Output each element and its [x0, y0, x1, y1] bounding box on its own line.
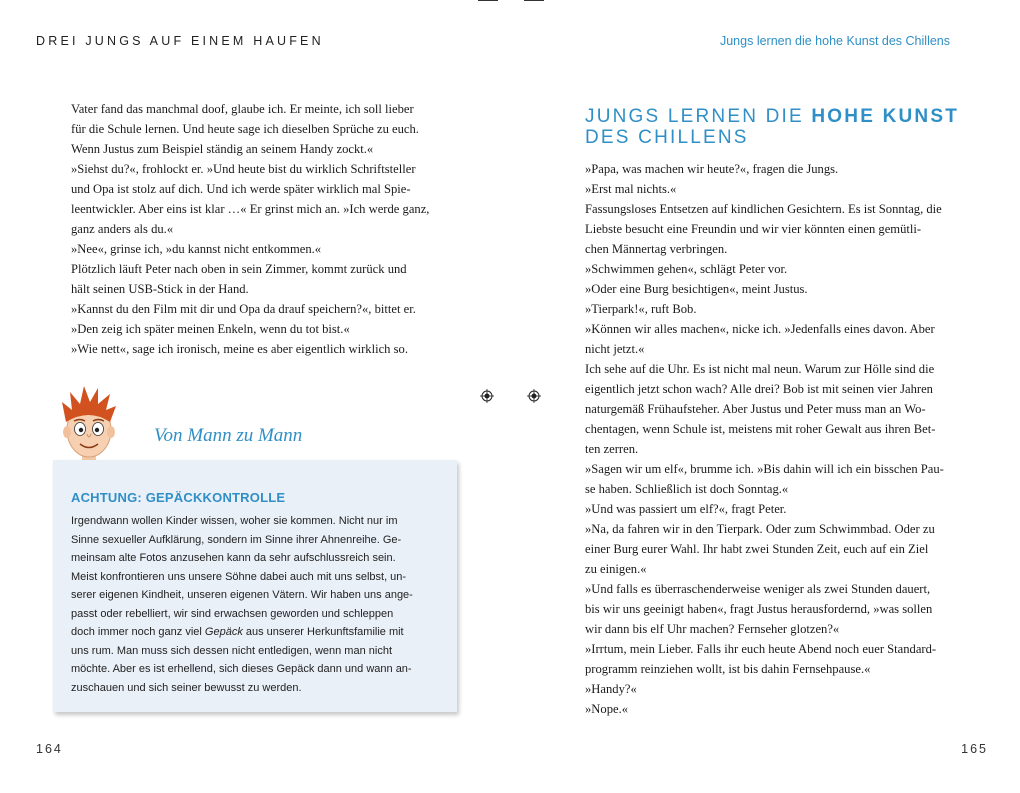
- text-line: »Tierpark!«, ruft Bob.: [585, 302, 697, 316]
- box-line-part: doch immer noch ganz viel: [71, 626, 205, 638]
- text-line: »Und falls es überraschenderweise weniger als zwei Stunden dauert,: [585, 582, 931, 596]
- text-line: se haben. Schließlich ist doch Sonntag.«: [585, 482, 789, 496]
- running-header-left: DREI JUNGS AUF EINEM HAUFEN: [36, 34, 324, 48]
- chapter-title-bold: HOHE KUNST: [811, 106, 960, 127]
- text-line: hält seinen USB-Stick in der Hand.: [71, 282, 249, 296]
- box-heading: Von Mann zu Mann: [154, 425, 303, 446]
- text-line: eigentlich jetzt schon wach? Alle drei? Bob ist mit seinen vier Jahren: [585, 382, 933, 396]
- text-line: ganz anders als du.«: [71, 222, 174, 236]
- text-line: zu einigen.«: [585, 562, 647, 576]
- text-line: »Na, da fahren wir in den Tierpark. Oder zum Schwimmbad. Oder zu: [585, 522, 935, 536]
- box-line: [71, 623, 413, 642]
- text-line: Wenn Justus zum Beispiel ständig an seinem Handy zockt.«: [71, 142, 374, 156]
- text-line: bis wir uns geeinigt haben«, fragt Justus herausfordernd, »was sollen: [585, 602, 933, 616]
- text-line: Ich sehe auf die Uhr. Es ist nicht mal neun. Warum zur Hölle sind die: [585, 362, 935, 376]
- chapter-title-line-2: DES CHILLENS: [585, 127, 749, 148]
- text-line: »Können wir alles machen«, nicke ich. »Jedenfalls eines davon. Aber: [585, 322, 935, 336]
- text-line: nicht jetzt.«: [585, 342, 645, 356]
- info-box-text: [71, 512, 413, 697]
- right-page: [510, 0, 1020, 793]
- text-line: Fassungsloses Entsetzen auf kindlichen Gesichtern. Es ist Sonntag, die: [585, 202, 942, 216]
- chapter-title-light: JUNGS LERNEN DIE: [585, 106, 804, 127]
- page-number-left: 164: [36, 742, 63, 756]
- info-box: [53, 460, 457, 712]
- text-line: »Kannst du den Film mit dir und Opa da drauf speichern?«, bittet er.: [71, 302, 416, 316]
- text-line: »Sagen wir um elf«, brumme ich. »Bis dahin will ich ein bisschen Pau-: [585, 462, 944, 476]
- text-line: »Erst mal nichts.«: [585, 182, 677, 196]
- text-line: Plötzlich läuft Peter nach oben in sein Zimmer, kommt zurück und: [71, 262, 407, 276]
- box-line: passt oder rebelliert, wir sind erwachsen geworden und schleppen: [71, 607, 394, 620]
- text-line: Vater fand das manchmal doof, glaube ich. Er meinte, ich soll lieber: [71, 102, 414, 116]
- box-line: Irgendwann wollen Kinder wissen, woher sie kommen. Nicht nur im: [71, 515, 398, 527]
- box-line: Sinne sexueller Aufklärung, sondern im Sinne ihrer Ahnenreihe. Ge-: [71, 533, 402, 546]
- text-line: »Siehst du?«, frohlockt er. »Und heute bist du wirklich Schriftsteller: [71, 162, 416, 176]
- text-line: wir dann bis elf Uhr machen? Fernseher glotzen?«: [585, 622, 840, 636]
- text-line: »Irrtum, mein Lieber. Falls ihr euch heute Abend noch euer Standard-: [585, 642, 937, 656]
- text-line: leentwickler. Aber eins ist klar …« Er grinst mich an. »Ich werde ganz,: [71, 202, 430, 216]
- text-line: »Papa, was machen wir heute?«, fragen die Jungs.: [585, 162, 839, 176]
- text-line: chen Männertag verbringen.: [585, 242, 728, 256]
- text-line: einer Burg eurer Wahl. Ihr habt zwei Stunden Zeit, euch auf ein Ziel: [585, 542, 929, 556]
- box-line: möchte. Aber es ist erhellend, sich dieses Gepäck dann und wann an-: [71, 663, 412, 675]
- box-line: serer eigenen Kindheit, unseren eigenen Vätern. Wir haben uns ange-: [71, 589, 413, 601]
- box-line: zuschauen und sich seiner bewusst zu werden.: [71, 681, 302, 694]
- text-line: »Nope.«: [585, 702, 629, 716]
- text-line: »Nee«, grinse ich, »du kannst nicht entkommen.«: [71, 242, 322, 256]
- left-body-text: [71, 99, 441, 359]
- text-line: »Schwimmen gehen«, schlägt Peter vor.: [585, 262, 788, 276]
- running-header-right: Jungs lernen die hohe Kunst des Chillens: [719, 34, 950, 48]
- registration-mark-icon: [480, 389, 494, 403]
- chapter-title-line-1: [585, 106, 959, 127]
- text-line: »Den zeig ich später meinen Enkeln, wenn du tot bist.«: [71, 322, 350, 336]
- text-line: und Opa ist stolz auf dich. Und ich werde später wirklich mal Spie-: [71, 182, 411, 196]
- italic-word: Gepäck: [204, 626, 243, 638]
- box-line: uns rum. Man muss sich dessen nicht entledigen, wenn man nicht: [71, 644, 392, 657]
- box-line-part: aus unserer Herkunftsfamilie mit: [242, 626, 404, 638]
- text-line: chentagen, wenn Schule ist, meistens mit roher Gewalt aus ihren Bet-: [585, 422, 936, 436]
- box-line: meinsam alte Fotos anzusehen kann da sehr aufschlussreich sein.: [71, 552, 396, 564]
- text-line: programm reinziehen wollt, ist bis dahin Fernsehpause.«: [585, 662, 871, 676]
- right-body-text: [585, 159, 955, 719]
- chapter-title: [585, 106, 959, 148]
- text-line: »Wie nett«, sage ich ironisch, meine es aber eigentlich wirklich so.: [71, 342, 408, 356]
- text-line: ten zerren.: [585, 442, 639, 456]
- page-number-right: 165: [961, 742, 988, 756]
- text-line: »Und was passiert um elf?«, fragt Peter.: [585, 502, 787, 516]
- text-line: für die Schule lernen. Und heute sage ich dieselben Sprüche zu euch.: [71, 122, 419, 136]
- box-line: Meist konfrontieren uns unsere Söhne dabei auch mit uns selbst, un-: [71, 570, 407, 583]
- text-line: »Handy?«: [585, 682, 637, 696]
- text-line: Liebste besucht eine Freundin und wir vier könnten einen gemütli-: [585, 222, 922, 236]
- info-box-title: ACHTUNG: GEPÄCKKONTROLLE: [71, 490, 286, 505]
- text-line: naturgemäß Frühaufsteher. Aber Justus und Peter muss man an Wo-: [585, 402, 926, 416]
- text-line: »Oder eine Burg besichtigen«, meint Justus.: [585, 282, 808, 296]
